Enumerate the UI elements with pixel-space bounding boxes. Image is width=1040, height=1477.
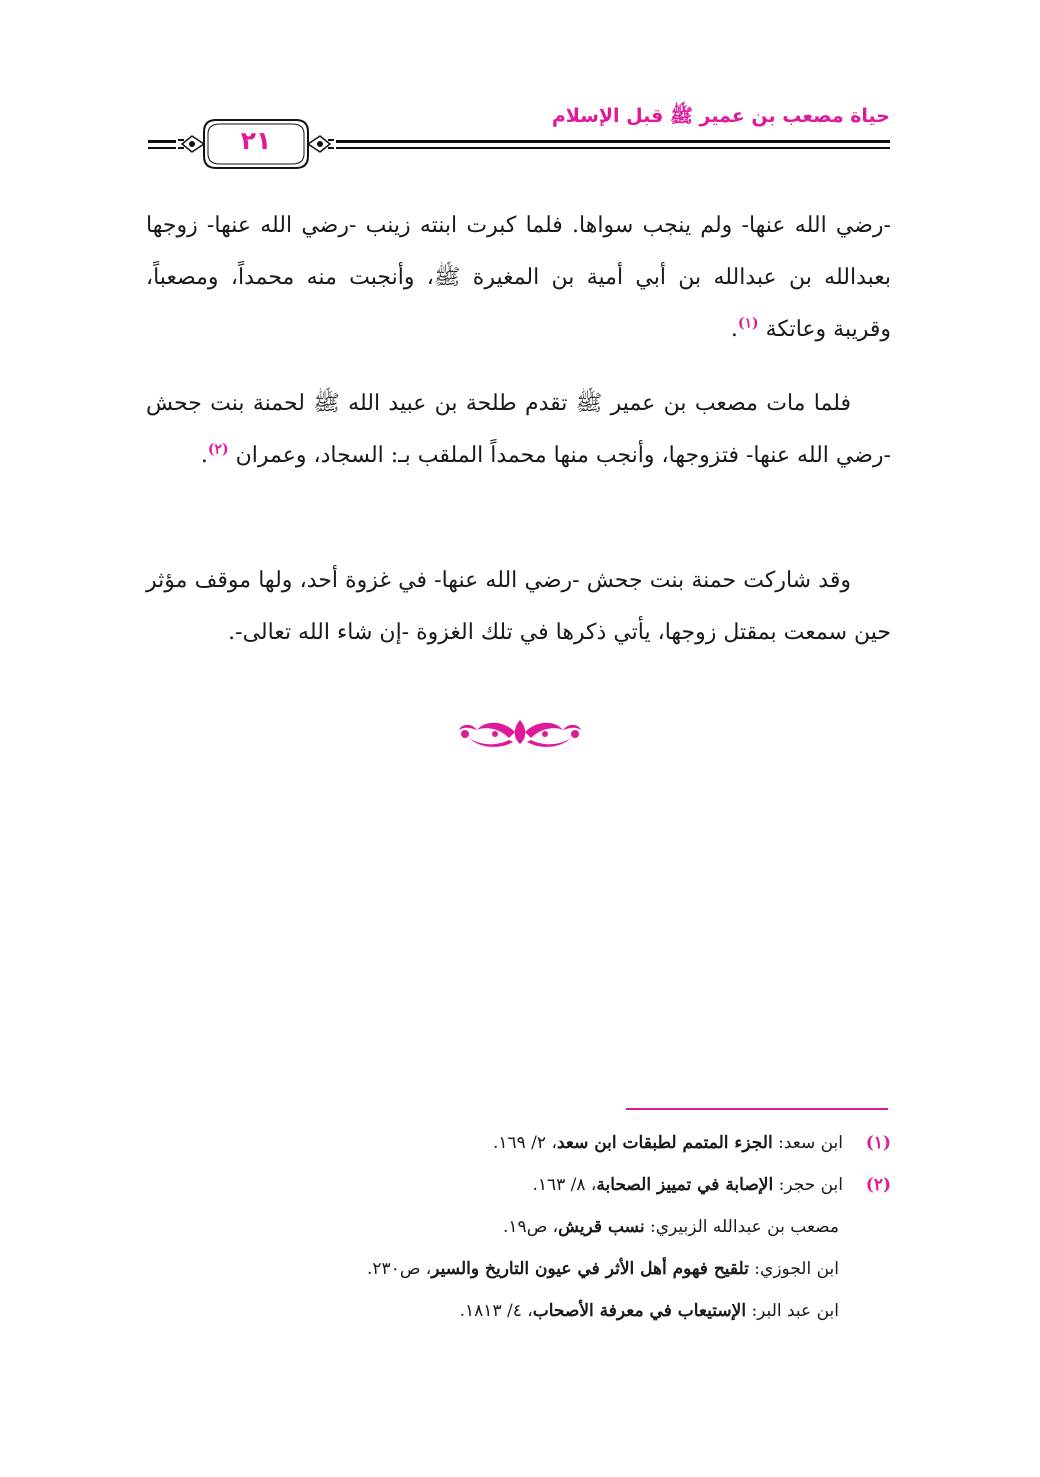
footnote-title: الإستيعاب في معرفة الأصحاب	[532, 1301, 747, 1321]
footnote-1	[146, 1122, 891, 1164]
paragraph-3-text: وقد شاركت حمنة بنت جحش -رضي الله عنها- في غزوة أحد، ولها موقف مؤثر حين سمعت بمقتل زوجها، يأتي ذكرها في تلك الغزوة -إن شاء الله تعالى-.	[146, 568, 891, 645]
footnote-title: نسب قريش	[558, 1217, 645, 1237]
footnote-ref: ، ٤/ ١٨١٣.	[459, 1301, 533, 1321]
footnote-number: (٢)	[865, 1175, 891, 1195]
paragraph-1-text: -رضي الله عنها- ولم ينجب سواها. فلما كبرت ابنته زينب -رضي الله عنها- زوجها بعبدالله بن عبدالله بن أبي أمية بن المغيرة ﷺ، وأنجبت منه محمداً، ومصعباً، وقريبة وعاتكة	[146, 213, 891, 342]
footnote-2	[146, 1164, 891, 1206]
footnote-ref: ، ص٢٣٠.	[367, 1259, 432, 1279]
floral-divider-icon	[455, 712, 585, 752]
footnote-author: ابن سعد:	[772, 1133, 843, 1153]
footnote-title: تلقيح فهوم أهل الأثر في عيون التاريخ والسير	[431, 1259, 749, 1279]
paragraph-2-tail: .	[200, 443, 208, 468]
paragraph-1	[146, 200, 891, 356]
page-number: ٢١	[240, 126, 272, 155]
footnotes	[146, 1122, 891, 1332]
footnote-number: (١)	[865, 1133, 891, 1153]
page-header	[148, 96, 890, 186]
footnote-2-source-4	[146, 1290, 891, 1332]
footnote-author: ابن الجوزي:	[748, 1259, 839, 1279]
footnote-ref: ، ٨/ ١٦٣.	[532, 1175, 597, 1195]
page-number-frame	[176, 114, 336, 174]
footnote-author: ابن عبد البر:	[746, 1301, 839, 1321]
footnote-2-source-3	[146, 1248, 891, 1290]
footnote-ref-1[interactable]: (١)	[737, 315, 759, 332]
footnote-ref: ، ٢/ ١٦٩.	[492, 1133, 557, 1153]
paragraph-3	[146, 555, 891, 659]
footnote-author: مصعب بن عبدالله الزبيري:	[644, 1217, 839, 1237]
footnote-ref: ، ص١٩.	[503, 1217, 559, 1237]
paragraph-1-tail: .	[730, 317, 738, 342]
running-title: حياة مصعب بن عمير ﷺ قبل الإسلام	[544, 104, 890, 132]
footnote-2-source-2	[146, 1206, 891, 1248]
footnote-title: الإصابة في تمييز الصحابة	[596, 1175, 774, 1195]
paragraph-2	[146, 378, 891, 482]
paragraph-2-text: فلما مات مصعب بن عمير ﷺ تقدم طلحة بن عبيد الله ﷺ لحمنة بنت جحش -رضي الله عنها- فتزوجها، وأنجب منها محمداً الملقب بـ: السجاد، وعمران	[146, 391, 891, 468]
footnote-title: الجزء المتمم لطبقات ابن سعد	[556, 1133, 773, 1153]
footnote-divider	[626, 1108, 888, 1110]
footnote-author: ابن حجر:	[773, 1175, 843, 1195]
footnote-ref-2[interactable]: (٢)	[207, 441, 229, 458]
